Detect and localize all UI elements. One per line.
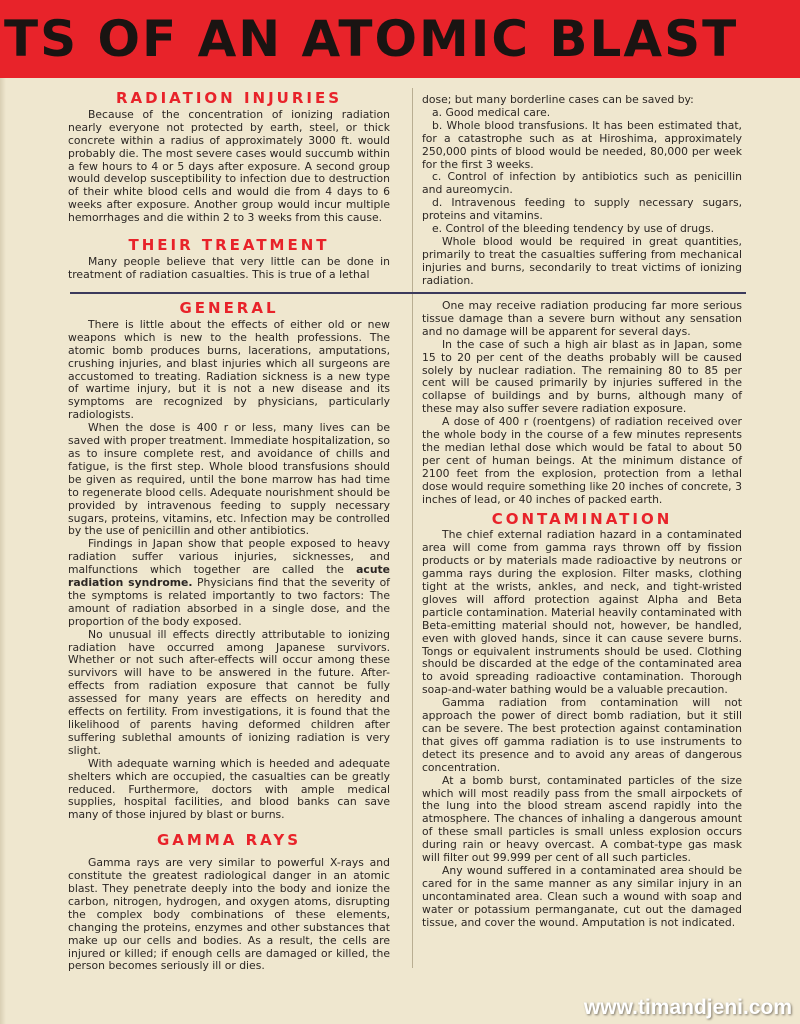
section-heading-radiation-injuries: RADIATION INJURIES [115, 89, 343, 107]
paragraph: No unusual ill effects directly attributable to ionizing radiation have occurred among Japanese survivors. Whether or not such after-effects will occur among these survivors will have to be answered in the future. After-effects from radiation exposure that cannot be fully assessed for many years are effects on heredity and effects on fertility. From investigations, it is found that the likelihood of parents having deformed children after suffering sublethal amounts of ionizing radiation is very slight. [68, 627, 390, 757]
paragraph: When the dose is 400 r or less, many lives can be saved with proper treatment. Immediate hospitalization, so as to insure complete rest, and avoidance of chills and fatigue, is the first step. Whole blood transfusions should be given as required, until the bone marrow has had time to regenerate blood cells. Adequate nourishment should be provided by intravenous feeding to supply necessary sugars, proteins, vitamins, etc. Infection may be controlled by the use of penicillin and other antibiotics. [68, 421, 390, 538]
paragraph: The chief external radiation hazard in a contaminated area will come from gamma rays thrown off by fission products or by materials made radioactive by neutrons or gamma rays during the explosion. Filter masks, clothing tight at the wrists, ankles, and neck, and tight-wristed gloves will afford protection against Alpha and Beta particle contamination. Material heavily contaminated with Beta-emitting material should not, however, be handled, even with gloved hands, since it can cause severe burns. Tongs or equivalent instruments should be used. Clothing should be discarded at the edge of the contaminated area to avoid spreading radioactive contamination. Thorough soap-and-water bathing would be a valuable precaution. [422, 528, 742, 697]
list-item: a. Good medical care. [432, 105, 551, 119]
paragraph [68, 538, 390, 628]
watermark-link[interactable]: www.timandjeni.com [583, 996, 792, 1019]
text-run: Physicians find that the severity of the symptoms is related importantly to two factors: The amount of radiation absorbed in a single dose, and the proportion of the body exposed. [68, 576, 390, 628]
section-heading-general: GENERAL [179, 299, 279, 317]
paragraph: In the case of such a high air blast as in Japan, some 15 to 20 per cent of the deaths probably will be caused solely by nuclear radiation. The remaining 80 to 85 per cent will be caused primarily by injuries suffered in the collapse of buildings and by burns, although many of these may also suffer severe radiation exposure. [422, 337, 742, 416]
list-item: c. Control of infection by antibiotics such as penicillin and aureomycin. [422, 170, 742, 197]
section-heading-gamma-rays: GAMMA RAYS [157, 831, 301, 850]
list-item: b. Whole blood transfusions. It has been estimated that, for a catastrophe such as at Hiroshima, approximately 250,000 pints of blood would be needed, 80,000 per week for the first 3 weeks. [422, 118, 742, 171]
section-heading-contamination: CONTAMINATION [491, 509, 673, 528]
paragraph: There is little about the effects of either old or new weapons which is new to the health professions. The atomic bomb produces burns, lacerations, amputations, crushing injuries, and blast injuries which all surgeons are accustomed to treating. Radiation sickness is a new type of wartime injury, but it is not a new disease and its symptoms are recognized by physicians, particularly radiologists. [68, 317, 390, 422]
paragraph: dose; but many borderline cases can be saved by: [422, 93, 694, 106]
column-divider [412, 88, 413, 968]
page-title: TS OF AN ATOMIC BLAST [4, 10, 739, 68]
text-run: Findings in Japan show that people exposed to heavy radiation suffer various injuries, sicknesses, and malfunctions which together are called the [68, 537, 390, 577]
page-edge-shadow [0, 78, 6, 1024]
list-item: d. Intravenous feeding to supply necessary sugars, proteins and vitamins. [422, 196, 742, 223]
horizontal-divider [70, 292, 746, 294]
paragraph: With adequate warning which is heeded and adequate shelters which are occupied, the casualties can be greatly reduced. Furthermore, doctors with ample medical supplies, hospital facilities, and blood banks can save many of those injured by blast or burns. [68, 756, 390, 822]
paragraph: Whole blood would be required in great quantities, primarily to treat the casualties suffering from mechanical injuries and burns, secondarily to treat victims of ionizing radiation. [422, 234, 742, 287]
title-banner [0, 0, 800, 78]
list-item: e. Control of the bleeding tendency by use of drugs. [432, 222, 714, 236]
paragraph: Gamma rays are very similar to powerful X-rays and constitute the greatest radiological danger in an atomic blast. They penetrate deeply into the body and ionize the carbon, nitrogen, hydrogen, and oxygen atoms, disrupting the complex body combinations of these elements, changing the proteins, enzymes and other substances that make up our cells and bodies. As a result, the cells are injured or killed; if enough cells are damaged or killed, the person becomes seriously ill or dies. [68, 856, 390, 973]
paragraph: At a bomb burst, contaminated particles of the size which will most readily pass from the small airpockets of the lung into the blood stream ascend rapidly into the atmosphere. The chances of inhaling a dangerous amount of these small particles is small unless explosion occurs during rain or heavy overcast. A combat-type gas mask will filter out 99.999 per cent of all such particles. [422, 773, 742, 865]
paragraph: Many people believe that very little can be done in treatment of radiation casualties. This is true of a lethal [68, 254, 390, 281]
right-general-section [422, 300, 742, 930]
paragraph: Any wound suffered in a contaminated area should be cared for in the same manner as any similar injury in an uncontaminated area. Clean such a wound with soap and water or potassium permanganate, cut out the damaged tissue, and cover the wound. Amputation is not indicated. [422, 863, 742, 929]
treatment-continued-section [422, 94, 742, 288]
paragraph: Gamma radiation from contamination will not approach the power of direct bomb radiation, but it still can be severe. The best protection against contamination that gives off gamma radiation is to use instruments to detect its presence and to avoid any areas of dangerous concentration. [422, 696, 742, 774]
section-heading-treatment: THEIR TREATMENT [128, 236, 330, 255]
general-section [68, 298, 390, 973]
bold-term: acute radiation syndrome. [68, 563, 390, 590]
paragraph: One may receive radiation producing far more serious tissue damage than a severe burn without any sensation and no damage will be apparent for several days. [422, 299, 742, 338]
radiation-injuries-section [68, 88, 390, 282]
paragraph: Because of the concentration of ionizing radiation nearly everyone not protected by earth, steel, or thick concrete within a radius of approximately 3000 ft. would probably die. The most severe cases would succumb within a few hours to 4 or 5 days after exposure. A second group would develop susceptibility to infection due to destruction of their white blood cells and would die from 4 days to 6 weeks after exposure. Another group would incur multiple hemorrhages and die within 2 to 3 weeks from this cause. [68, 107, 390, 225]
paragraph: A dose of 400 r (roentgens) of radiation received over the whole body in the course of a few minutes represents the median lethal dose which would be fatal to about 50 per cent of human beings. At the minimum distance of 2100 feet from the explosion, protection from a lethal dose would require something like 20 inches of concrete, 3 inches of lead, or 40 inches of packed earth. [422, 415, 742, 506]
